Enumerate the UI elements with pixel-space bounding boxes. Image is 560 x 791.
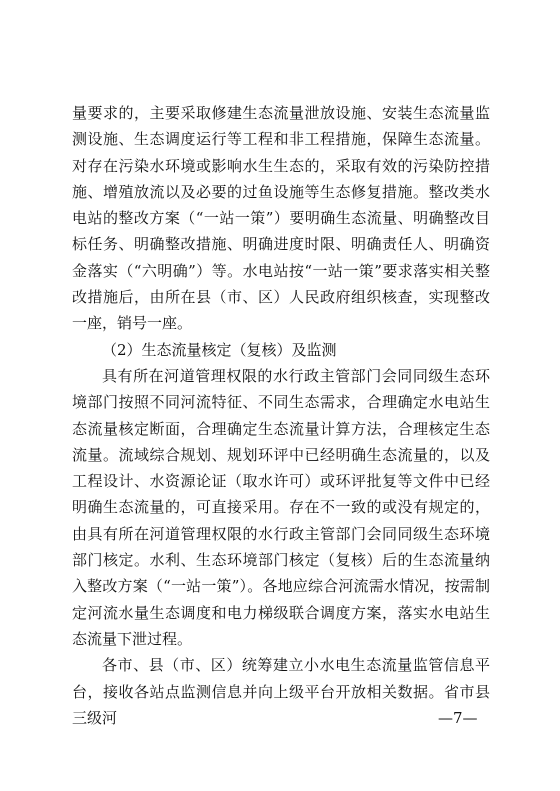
section-heading: （2）生态流量核定（复核）及监测: [102, 340, 337, 359]
paragraph-ecological-flow-verification: 具有所在河道管理权限的水行政主管部门会同同级生态环境部门按照不同河流特征、不同生态需求，合理确定水电站生态流量核定断面，合理确定生态流量计算方法，合理核定生态流量。流域综合规划、规划环评中已经明确生态流量的，以及工程设计、水资源论证（取水许可）或环评批复等文件中已经明确生态流量的，可直接采用。存在不一致的或没有规定的，由具有所在河道管理权限的水行政主管部门会同同级生态环境部门核定。水利、生态环境部门核定（复核）后的生态流量纳入整改方案（“一站一策”）。各地应综合河流需水情况，按需制定河流水量生态调度和电力梯级联合调度方案，落实水电站生态流量下泄过程。: [72, 366, 490, 648]
document-body: [72, 100, 490, 731]
page-number: —7—: [438, 709, 478, 727]
paragraph-monitoring-platform: 各市、县（市、区）统筹建立小水电生态流量监管信息平台，接收各站点监测信息并向上级平台开放相关数据。省市县三级河: [72, 656, 490, 727]
paragraph-continued: 量要求的，主要采取修建生态流量泄放设施、安装生态流量监测设施、生态调度运行等工程和非工程措施，保障生态流量。对存在污染水环境或影响水生生态的，采取有效的污染防控措施、增殖放流以及必要的过鱼设施等生态修复措施。整改类水电站的整改方案（“一站一策”）要明确生态流量、明确整改目标任务、明确整改措施、明确进度时限、明确责任人、明确资金落实（“六明确”）等。水电站按“一站一策”要求落实相关整改措施后，由所在县（市、区）人民政府组织核查，实现整改一座，销号一座。: [72, 104, 490, 333]
